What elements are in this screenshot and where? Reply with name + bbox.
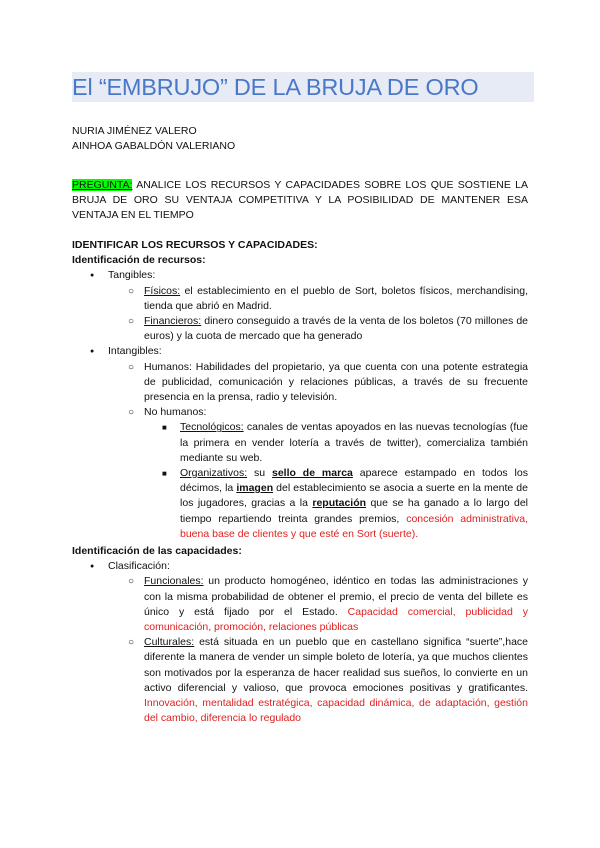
- authors: [72, 124, 235, 154]
- no-humanos-label: No humanos:: [144, 406, 207, 419]
- list-item-no-humanos: [108, 405, 528, 542]
- circle-bullet-icon: ○: [128, 285, 135, 297]
- culturales-text: está situada en un pueblo que en castellano significa “suerte”,hace diferente la manera de vender un simple boleto de lotería, ya que muchos clientes son motivados por la esperanza de hacer realidad sus sueños, lo convierte en un activo diferencial y valioso, que provoca emociones positivas y gratificantes.: [144, 636, 528, 694]
- list-item-intangibles: [72, 344, 528, 542]
- clasificacion-sublist: [108, 574, 528, 726]
- circle-bullet-icon: ○: [128, 407, 135, 419]
- funcionales-red-note: Capacidad comercial, publicidad y comunicación, promoción, relaciones públicas: [144, 605, 528, 634]
- list-item-fisicos: [108, 284, 528, 314]
- org-text-4: que se ha ganado a lo largo del tiempo repartiendo treinta grandes premios,: [180, 497, 528, 525]
- list-item-humanos: [108, 360, 528, 406]
- question-label: PREGUNTA:: [72, 179, 133, 191]
- list-item-culturales: [108, 635, 528, 726]
- financieros-label: Financieros:: [144, 315, 202, 328]
- resources-heading: IDENTIFICAR LOS RECURSOS Y CAPACIDADES:: [72, 239, 318, 251]
- list-item-clasificacion: [72, 559, 528, 726]
- tecnologicos-label: Tecnológicos:: [180, 421, 244, 434]
- document-title: El “EMBRUJO” DE LA BRUJA DE ORO: [72, 72, 534, 102]
- capabilities-list: [72, 559, 528, 726]
- culturales-label: Culturales:: [144, 636, 195, 649]
- list-item-organizativos: [144, 466, 528, 542]
- resources-list: [72, 268, 528, 542]
- org-text-2: aparece estampado en todos los décimos, la: [180, 467, 528, 495]
- fisicos-label: Físicos:: [144, 284, 181, 297]
- question-paragraph: [72, 178, 528, 224]
- org-text-1: su: [247, 467, 272, 480]
- list-item-financieros: [108, 314, 528, 344]
- reputacion-term: reputación: [312, 497, 367, 510]
- square-bullet-icon: ■: [162, 469, 167, 479]
- imagen-term: imagen: [236, 482, 274, 495]
- author-2: AINHOA GABALDÓN VALERIANO: [72, 140, 236, 152]
- org-text-3: del establecimiento se asocia a suerte en la mente de los jugadores, gracias a la: [180, 482, 528, 510]
- funcionales-label: Funcionales:: [144, 575, 204, 588]
- culturales-red-note: Innovación, mentalidad estratégica, capacidad dinámica, de adaptación, gestión del cambio, diferencia lo regulado: [144, 697, 528, 725]
- list-item-tangibles: [72, 268, 528, 344]
- humanos-text: Humanos: Habilidades del propietario, ya que cuenta con una potente estrategia de publicidad, comunicación y relaciones públicas, a través de su frecuente presencia en la prensa, radio y televisión.: [144, 360, 528, 404]
- tangibles-sublist: [108, 284, 528, 345]
- clasificacion-label: ● Clasificación:: [108, 560, 170, 572]
- circle-bullet-icon: ○: [128, 637, 135, 649]
- resources-subheading: Identificación de recursos:: [72, 254, 206, 267]
- list-item-tecnologicos: [144, 420, 528, 466]
- fisicos-text: el establecimiento en el pueblo de Sort, boletos físicos, merchandising, tienda que abrió en Madrid.: [144, 284, 528, 312]
- tecnologicos-text: canales de ventas apoyados en las nuevas tecnologías (fue la primera en vender lotería a través de twitter), comercializa también mediante su web.: [180, 421, 528, 464]
- intangibles-sublist: [108, 360, 528, 542]
- financieros-text: dinero conseguido a través de la venta de los boletos (70 millones de euros) y la cuota de mercado que ha generado: [144, 315, 528, 343]
- org-red-note: concesión administrativa, buena base de clientes y que esté en Sort (suerte).: [180, 512, 528, 540]
- tangibles-label: ● Tangibles:: [108, 269, 155, 281]
- list-item-funcionales: [108, 574, 528, 635]
- circle-bullet-icon: ○: [128, 361, 135, 373]
- no-humanos-sublist: [144, 420, 528, 542]
- resources-section: [72, 238, 528, 542]
- circle-bullet-icon: ○: [128, 576, 135, 588]
- capabilities-heading: Identificación de las capacidades:: [72, 545, 242, 557]
- capabilities-section: [72, 544, 528, 726]
- funcionales-text: un producto homogéneo, idéntico en todas las administraciones y con la misma probabilidad de obtener el premio, el precio de venta del billete es único y está fijado por el Estado.: [144, 575, 528, 618]
- intangibles-label: ● Intangibles:: [108, 345, 162, 357]
- organizativos-label: Organizativos:: [180, 467, 248, 480]
- author-1: NURIA JIMÉNEZ VALERO: [72, 125, 197, 137]
- question-text: ANALICE LOS RECURSOS Y CAPACIDADES SOBRE LOS QUE SOSTIENE LA BRUJA DE ORO SU VENTAJA COMPETITIVA Y LA POSIBILIDAD DE MANTENER ESA VENTAJA EN EL TIEMPO: [72, 179, 528, 222]
- circle-bullet-icon: ○: [128, 316, 135, 328]
- sello-de-marca: sello de marca: [271, 467, 353, 480]
- square-bullet-icon: ■: [162, 423, 167, 433]
